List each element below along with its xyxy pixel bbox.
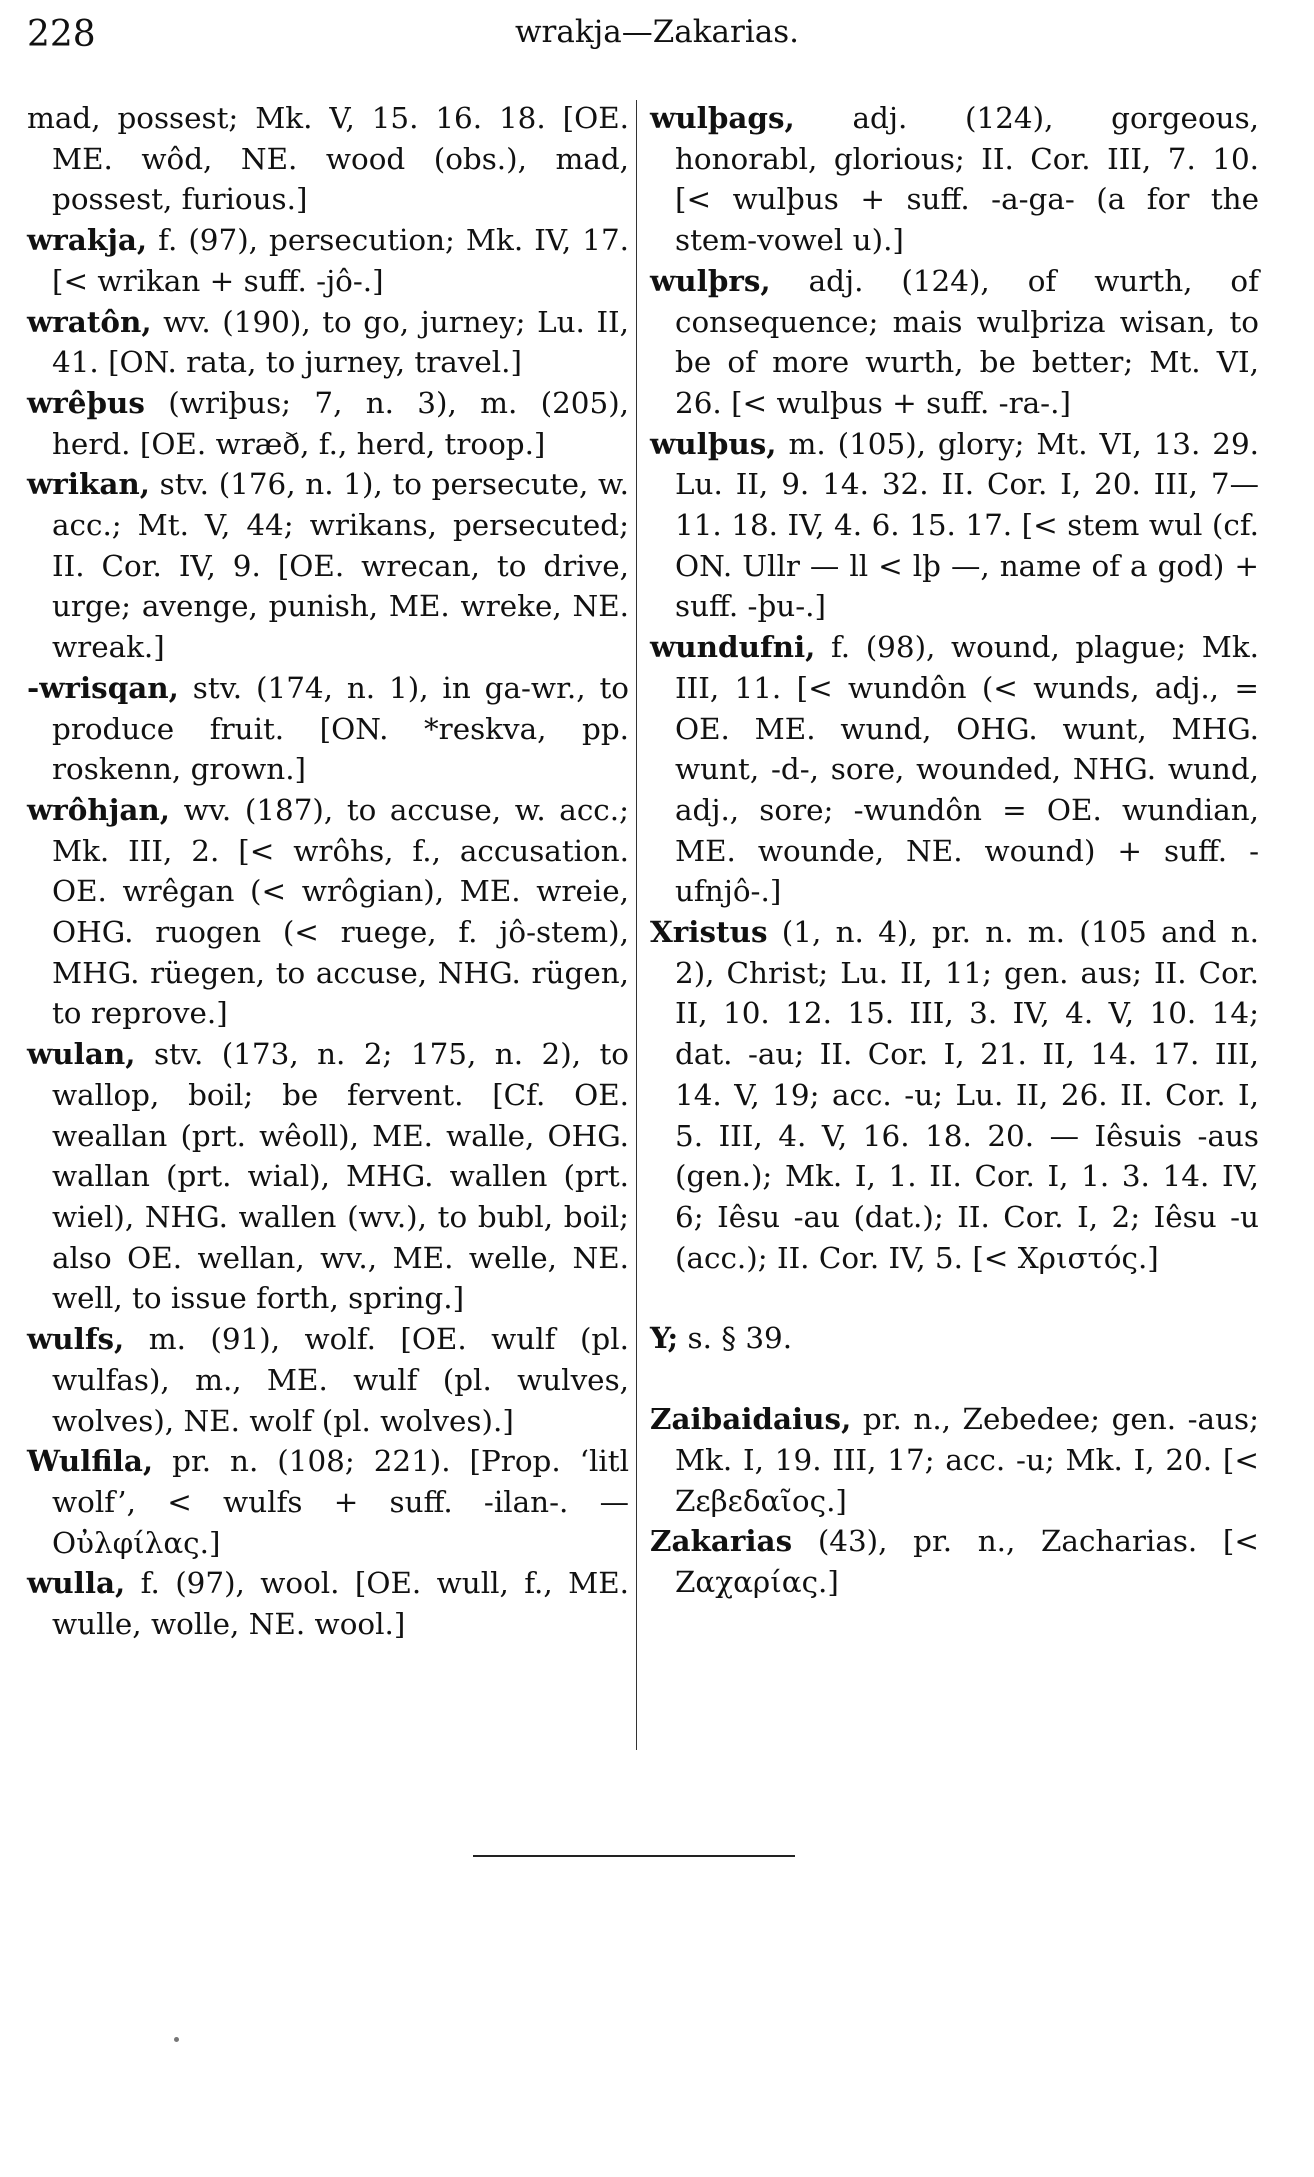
entry-text: m. (105), glory; Mt. VI, 13. 29. Lu. II, 9. 14. 32. II. Cor. I, 20. III, 7—11. 18. IV, 4. 6. 15. 17. [< stem wul (cf. ON. Ullr — ll < lþ —, name of a god) + suff. -þu-.] bbox=[675, 426, 1260, 624]
right-column bbox=[650, 98, 1259, 1603]
dictionary-entry bbox=[650, 98, 1259, 261]
dictionary-entry bbox=[27, 1441, 629, 1563]
dictionary-entry bbox=[27, 1319, 629, 1441]
entry-text: s. § 39. bbox=[687, 1321, 793, 1356]
headword: Xristus bbox=[650, 914, 768, 950]
dictionary-entry bbox=[27, 98, 629, 220]
entry-text: pr. n., Zebedee; gen. -aus; Mk. I, 19. III, 17; acc. -u; Mk. I, 20. [< Ζεβεδαῖος.] bbox=[675, 1402, 1259, 1518]
entry-text: (1, n. 4), pr. n. m. (105 and n. 2), Christ; Lu. II, 11; gen. aus; II. Cor. II, 10. 12. 15. III, 3. IV, 4. V, 10. 14; dat. -au; II. Cor. I, 21. II, 14. 17. III, 14. V, 19; acc. -u; Lu. II, 26. II. Cor. I, 5. III, 4. V, 16. 18. 20. — Iêsuis -aus (gen.); Mk. I, 1. II. Cor. I, 1. 3. 14. IV, 6; Iêsu -au (dat.); II. Cor. I, 2; Iêsu -u (acc.); II. Cor. IV, 5. [< Χριστός.] bbox=[675, 915, 1259, 1275]
headword: Wulfila, bbox=[27, 1443, 154, 1479]
headword: wulfs, bbox=[27, 1321, 125, 1357]
dictionary-entry bbox=[650, 1521, 1259, 1602]
headword: wulan, bbox=[27, 1036, 136, 1072]
section-gap bbox=[650, 1278, 1259, 1318]
headword: wrikan, bbox=[27, 466, 150, 502]
entry-text: (43), pr. n., Zacharias. [< Ζαχαρίας.] bbox=[675, 1524, 1260, 1599]
dictionary-entry bbox=[27, 1034, 629, 1319]
entry-text: stv. (173, n. 2; 175, n. 2), to wallop, boil; be fervent. [Cf. OE. weallan (prt. wêoll), ME. walle, OHG. wallan (prt. wial), MHG. wallen (prt. wiel), NHG. wallen (wv.), to bubl, boil; also OE. wellan, wv., ME. welle, NE. well, to issue forth, spring.] bbox=[52, 1037, 629, 1316]
dictionary-entry bbox=[650, 424, 1259, 628]
headword: wratôn, bbox=[27, 303, 152, 339]
entry-text: adj. (124), of wurth, of consequence; mais wulþriza wisan, to be of more wurth, be better; Mt. VI, 26. [< wulþus + suff. -ra-.] bbox=[675, 263, 1259, 420]
dictionary-entry bbox=[27, 668, 629, 790]
headword: wrêþus bbox=[27, 384, 145, 420]
headword: wrôhjan, bbox=[27, 791, 171, 827]
headword: Zaibaidaius, bbox=[650, 1401, 852, 1437]
entry-text: m. (91), wolf. [OE. wulf (pl. wulfas), m., ME. wulf (pl. wulves, wolves), NE. wolf (pl. wolves).] bbox=[52, 1322, 629, 1438]
dictionary-entry bbox=[650, 1318, 1259, 1359]
dictionary-entry bbox=[27, 220, 629, 301]
column-divider bbox=[636, 100, 637, 1750]
entry-text: f. (98), wound, plague; Mk. III, 11. [< wundôn (< wunds, adj., = OE. ME. wund, OHG. wunt, MHG. wunt, -d-, sore, wounded, NHG. wund, adj., sore; -wundôn = OE. wundian, ME. wounde, NE. wound) + suff. -ufnjô-.] bbox=[675, 630, 1259, 909]
entry-text: wv. (187), to accuse, w. acc.; Mk. III, 2. [< wrôhs, f., accusation. OE. wrêgan (< wrôgian), ME. wreie, OHG. ruogen (< ruege, f. jô-stem), MHG. rüegen, to accuse, NHG. rügen, to reprove.] bbox=[52, 792, 629, 1031]
entry-text: adj. (124), gorgeous, honorabl, glorious; II. Cor. III, 7. 10. [< wulþus + suff. -a-ga- (a for the stem-vowel u).] bbox=[675, 101, 1259, 258]
entry-text: stv. (174, n. 1), in ga-wr., to produce fruit. [ON. *reskva, pp. roskenn, grown.] bbox=[52, 670, 630, 787]
page-number: 228 bbox=[27, 14, 96, 55]
headword: wulla, bbox=[27, 1565, 126, 1601]
entry-text: pr. n. (108; 221). [Prop. ‘litl wolf’, < wulfs + suff. -ilan-. — Οὐλφίλας.] bbox=[52, 1444, 629, 1560]
ink-speck bbox=[174, 2037, 179, 2042]
entry-text: wv. (190), to go, jurney; Lu. II, 41. [ON. rata, to jurney, travel.] bbox=[52, 304, 630, 380]
dictionary-entry bbox=[27, 302, 629, 383]
headword: wulþus, bbox=[650, 425, 777, 461]
dictionary-entry bbox=[27, 383, 629, 464]
headword: -wrisqan, bbox=[27, 669, 179, 705]
headword: wrakja, bbox=[27, 222, 148, 258]
running-head: wrakja—Zakarias. bbox=[515, 14, 799, 50]
entry-text: f. (97), wool. [OE. wull, f., ME. wulle, wolle, NE. wool.] bbox=[52, 1566, 629, 1642]
entry-text: mad, possest; Mk. V, 15. 16. 18. [OE. ME. wôd, NE. wood (obs.), mad, possest, furious.] bbox=[27, 101, 629, 217]
headword: Y; bbox=[650, 1320, 679, 1356]
headword: wundufni, bbox=[650, 629, 816, 665]
dictionary-entry bbox=[650, 1399, 1259, 1521]
end-rule bbox=[473, 1855, 795, 1857]
left-column bbox=[27, 98, 629, 1645]
headword: wulþrs, bbox=[650, 262, 771, 298]
dictionary-entry bbox=[27, 464, 629, 668]
dictionary-entry bbox=[650, 912, 1259, 1278]
headword: wulþags, bbox=[650, 100, 795, 135]
entry-text: stv. (176, n. 1), to persecute, w. acc.; Mt. V, 44; wrikans, persecuted; II. Cor. IV, 9. [OE. wrecan, to drive, urge; avenge, punish, ME. wreke, NE. wreak.] bbox=[52, 467, 629, 665]
dictionary-entry bbox=[27, 1563, 629, 1644]
entry-text: (wriþus; 7, n. 3), m. (205), herd. [OE. wræð, f., herd, troop.] bbox=[52, 385, 630, 461]
dictionary-entry bbox=[650, 627, 1259, 912]
entry-text: f. (97), persecution; Mk. IV, 17. [< wrikan + suff. -jô-.] bbox=[52, 223, 629, 298]
dictionary-entry bbox=[650, 261, 1259, 424]
dictionary-entry bbox=[27, 790, 629, 1034]
section-gap bbox=[650, 1359, 1259, 1399]
headword: Zakarias bbox=[650, 1523, 793, 1559]
